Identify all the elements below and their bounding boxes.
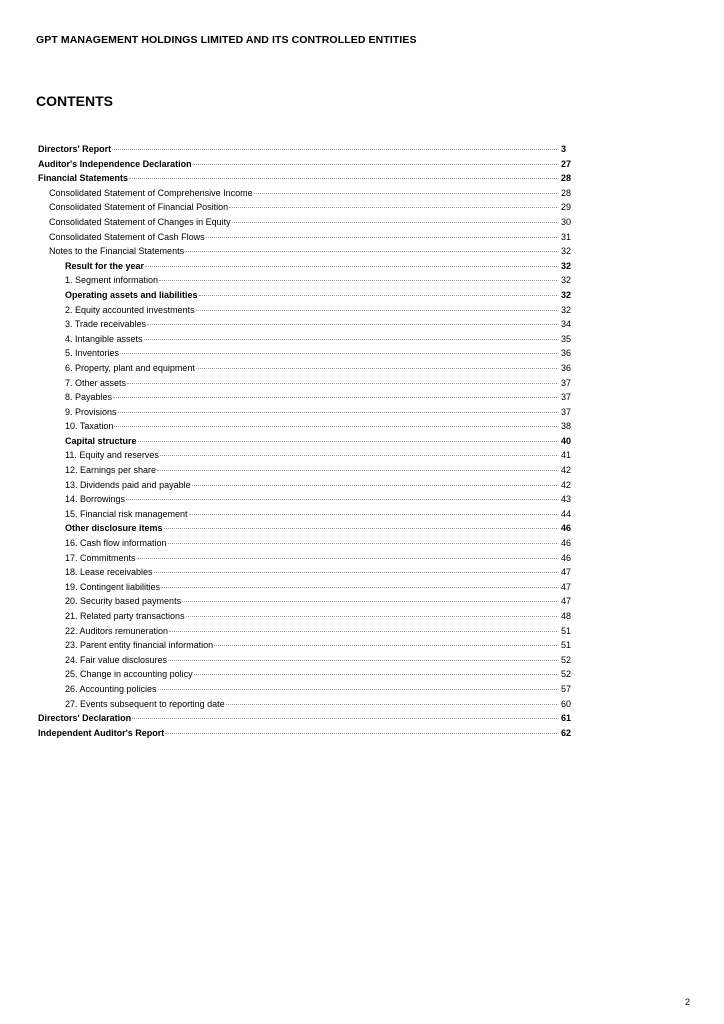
toc-entry-page: 27 <box>561 158 572 169</box>
dot-leader <box>132 718 557 719</box>
toc-entry-label: 17. Commitments <box>65 552 136 563</box>
toc-entry-label: 14. Borrowings <box>65 494 126 505</box>
toc-entry-page: 60 <box>561 698 572 709</box>
dot-leader <box>129 178 557 179</box>
toc-entry-page: 42 <box>561 465 572 476</box>
dot-leader <box>229 207 557 208</box>
toc-entry[interactable] <box>38 144 585 159</box>
toc-entry-label: Consolidated Statement of Financial Position <box>49 202 229 213</box>
toc-entry-label: 10. Taxation <box>65 421 114 432</box>
toc-entry[interactable] <box>38 392 585 407</box>
dot-leader <box>158 689 557 690</box>
toc-entry-page: 36 <box>561 362 572 373</box>
dot-leader <box>185 251 557 252</box>
toc-entry-page: 61 <box>561 713 572 724</box>
toc-entry-page: 3 <box>561 144 567 154</box>
toc-entry-label: 3. Trade receivables <box>65 319 147 330</box>
toc-entry-page: 43 <box>561 494 572 505</box>
toc-entry-page: 36 <box>561 348 572 359</box>
toc-entry-label: 24. Fair value disclosures <box>65 654 168 665</box>
toc-entry[interactable] <box>38 596 585 611</box>
toc-entry-label: Auditor's Independence Declaration <box>38 158 192 169</box>
toc-entry[interactable] <box>38 465 585 480</box>
dot-leader <box>196 310 557 311</box>
toc-entry[interactable] <box>38 334 585 349</box>
toc-entry[interactable] <box>38 582 585 597</box>
toc-entry[interactable] <box>38 217 585 232</box>
toc-entry-label: 6. Property, plant and equipment <box>65 362 195 373</box>
toc-entry-page: 38 <box>561 421 572 432</box>
toc-entry-label: 20. Security based payments <box>65 596 182 607</box>
document-header: GPT MANAGEMENT HOLDINGS LIMITED AND ITS CONTROLLED ENTITIES <box>36 34 417 46</box>
dot-leader <box>157 470 557 471</box>
toc-entry-page: 37 <box>561 392 572 403</box>
dot-leader <box>168 543 557 544</box>
dot-leader <box>169 631 557 632</box>
dot-leader <box>145 266 557 267</box>
toc-entry[interactable] <box>38 261 585 276</box>
dot-leader <box>164 528 557 529</box>
dot-leader <box>126 499 557 500</box>
toc-entry-page: 41 <box>561 450 572 461</box>
toc-entry-label: 19. Contingent liabilities <box>65 581 161 592</box>
toc-entry[interactable] <box>38 407 585 422</box>
toc-entry-page: 31 <box>561 231 572 242</box>
toc-entry[interactable] <box>38 319 585 334</box>
dot-leader <box>226 704 557 705</box>
page-title: CONTENTS <box>36 93 113 109</box>
toc-entry[interactable] <box>38 480 585 495</box>
toc-entry-page: 32 <box>561 289 572 300</box>
toc-entry-page: 52 <box>561 669 572 680</box>
toc-entry[interactable] <box>38 728 585 743</box>
toc-entry-page: 29 <box>561 202 572 213</box>
toc-entry-label: 16. Cash flow information <box>65 538 167 549</box>
toc-entry-label: 9. Provisions <box>65 406 117 417</box>
toc-entry-page: 47 <box>561 567 572 578</box>
dot-leader <box>189 514 557 515</box>
dot-leader <box>138 441 557 442</box>
toc-entry-label: 2. Equity accounted investments <box>65 304 195 315</box>
toc-entry-page: 47 <box>561 581 572 592</box>
toc-entry-page: 35 <box>561 333 572 344</box>
toc-entry[interactable] <box>38 640 585 655</box>
dot-leader <box>194 674 557 675</box>
toc-entry[interactable] <box>38 188 585 203</box>
toc-entry[interactable] <box>38 699 585 714</box>
toc-entry[interactable] <box>38 275 585 290</box>
toc-entry-label: 27. Events subsequent to reporting date <box>65 698 225 709</box>
toc-entry[interactable] <box>38 494 585 509</box>
toc-entry-label: 5. Inventories <box>65 348 120 359</box>
dot-leader <box>254 193 557 194</box>
dot-leader <box>144 339 557 340</box>
toc-entry-page: 37 <box>561 406 572 417</box>
toc-entry-label: Capital structure <box>65 435 137 446</box>
toc-entry[interactable] <box>38 246 585 261</box>
toc-entry[interactable] <box>38 348 585 363</box>
toc-entry[interactable] <box>38 232 585 247</box>
toc-entry-label: Operating assets and liabilities <box>65 289 198 300</box>
dot-leader <box>113 397 557 398</box>
toc-entry[interactable] <box>38 538 585 553</box>
toc-entry[interactable] <box>38 173 585 188</box>
toc-entry-page: 52 <box>561 654 572 665</box>
dot-leader <box>168 660 557 661</box>
toc-entry-label: Consolidated Statement of Changes in Equity <box>49 216 231 227</box>
toc-entry-page: 28 <box>561 187 572 198</box>
toc-entry[interactable] <box>38 421 585 436</box>
toc-entry-page: 32 <box>561 246 572 257</box>
toc-entry[interactable] <box>38 655 585 670</box>
toc-entry[interactable] <box>38 626 585 641</box>
toc-entry[interactable] <box>38 523 585 538</box>
toc-entry-page: 48 <box>561 611 572 621</box>
toc-entry[interactable] <box>38 436 585 451</box>
dot-leader <box>127 383 557 384</box>
dot-leader <box>159 280 557 281</box>
toc-entry-label: Directors' Declaration <box>38 713 132 724</box>
toc-entry[interactable] <box>38 290 585 305</box>
toc-entry-label: 1. Segment information <box>65 275 159 286</box>
toc-entry-page: 30 <box>561 216 572 227</box>
toc-entry-page: 32 <box>561 260 572 271</box>
toc-entry-page: 57 <box>561 683 572 694</box>
toc-entry-label: 23. Parent entity financial information <box>65 640 214 651</box>
toc-entry[interactable] <box>38 611 585 626</box>
toc-entry-label: 26. Accounting policies <box>65 683 157 694</box>
toc-entry-label: 8. Payables <box>65 392 113 403</box>
dot-leader <box>165 733 557 734</box>
toc-entry-page: 47 <box>561 596 572 607</box>
toc-entry[interactable] <box>38 450 585 465</box>
toc-entry-page: 51 <box>561 640 572 651</box>
dot-leader <box>154 572 557 573</box>
toc-entry[interactable] <box>38 553 585 568</box>
toc-entry-label: 11. Equity and reserves <box>65 450 159 461</box>
toc-entry-label: Financial Statements <box>38 173 129 184</box>
toc-entry-page: 46 <box>561 538 572 549</box>
toc-entry[interactable] <box>38 669 585 684</box>
toc-entry-label: Directors' Report <box>38 144 112 154</box>
dot-leader <box>206 237 557 238</box>
dot-leader <box>161 587 557 588</box>
toc-entry-label: Other disclosure items <box>65 523 163 534</box>
toc-entry-page: 37 <box>561 377 572 388</box>
toc-entry-page: 51 <box>561 625 572 636</box>
dot-leader <box>120 353 557 354</box>
toc-entry-page: 42 <box>561 479 572 490</box>
toc-entry[interactable] <box>38 159 585 174</box>
toc-entry-label: Result for the year <box>65 260 145 271</box>
dot-leader <box>192 485 557 486</box>
toc-entry-page: 32 <box>561 304 572 315</box>
toc-entry-label: 15. Financial risk management <box>65 508 188 519</box>
dot-leader <box>114 426 557 427</box>
toc-entry[interactable] <box>38 567 585 582</box>
dot-leader <box>137 558 557 559</box>
toc-entry-page: 44 <box>561 508 572 519</box>
toc-entry-label: 7. Other assets <box>65 377 127 388</box>
dot-leader <box>232 222 557 223</box>
toc-entry[interactable] <box>38 378 585 393</box>
toc-entry[interactable] <box>38 202 585 217</box>
toc-entry-label: 25. Change in accounting policy <box>65 669 193 680</box>
toc-entry-page: 46 <box>561 552 572 563</box>
toc-entry-label: Notes to the Financial Statements <box>49 246 185 257</box>
toc-entry[interactable] <box>38 684 585 699</box>
dot-leader <box>214 645 557 646</box>
dot-leader <box>118 412 557 413</box>
dot-leader <box>196 368 557 369</box>
toc-entry-label: 22. Auditors remuneration <box>65 625 169 636</box>
dot-leader <box>147 324 557 325</box>
dot-leader <box>186 616 557 617</box>
toc-entry-label: 21. Related party transactions <box>65 611 185 621</box>
toc-entry-page: 46 <box>561 523 572 534</box>
page-number: 2 <box>684 997 690 1007</box>
toc-entry[interactable] <box>38 509 585 524</box>
dot-leader <box>112 149 557 150</box>
toc-entry[interactable] <box>38 363 585 378</box>
toc-entry-page: 62 <box>561 727 572 738</box>
dot-leader <box>182 601 557 602</box>
dot-leader <box>199 295 557 296</box>
toc-entry-label: Consolidated Statement of Comprehensive Income <box>49 187 253 198</box>
toc-entry[interactable] <box>38 305 585 320</box>
toc-entry-page: 32 <box>561 275 572 286</box>
toc-entry-label: Independent Auditor's Report <box>38 727 165 738</box>
toc-entry[interactable] <box>38 713 585 728</box>
toc-entry-page: 40 <box>561 435 572 446</box>
toc-entry-label: 18. Lease receivables <box>65 567 153 578</box>
toc-entry-label: 12. Earnings per share <box>65 465 157 476</box>
toc-entry-page: 34 <box>561 319 572 330</box>
dot-leader <box>160 455 557 456</box>
toc-entry-label: Consolidated Statement of Cash Flows <box>49 231 205 242</box>
toc-entry-label: 4. Intangible assets <box>65 333 143 344</box>
dot-leader <box>193 164 557 165</box>
toc-entry-label: 13. Dividends paid and payable <box>65 479 191 490</box>
toc-entry-page: 28 <box>561 173 572 184</box>
table-of-contents <box>38 144 585 742</box>
